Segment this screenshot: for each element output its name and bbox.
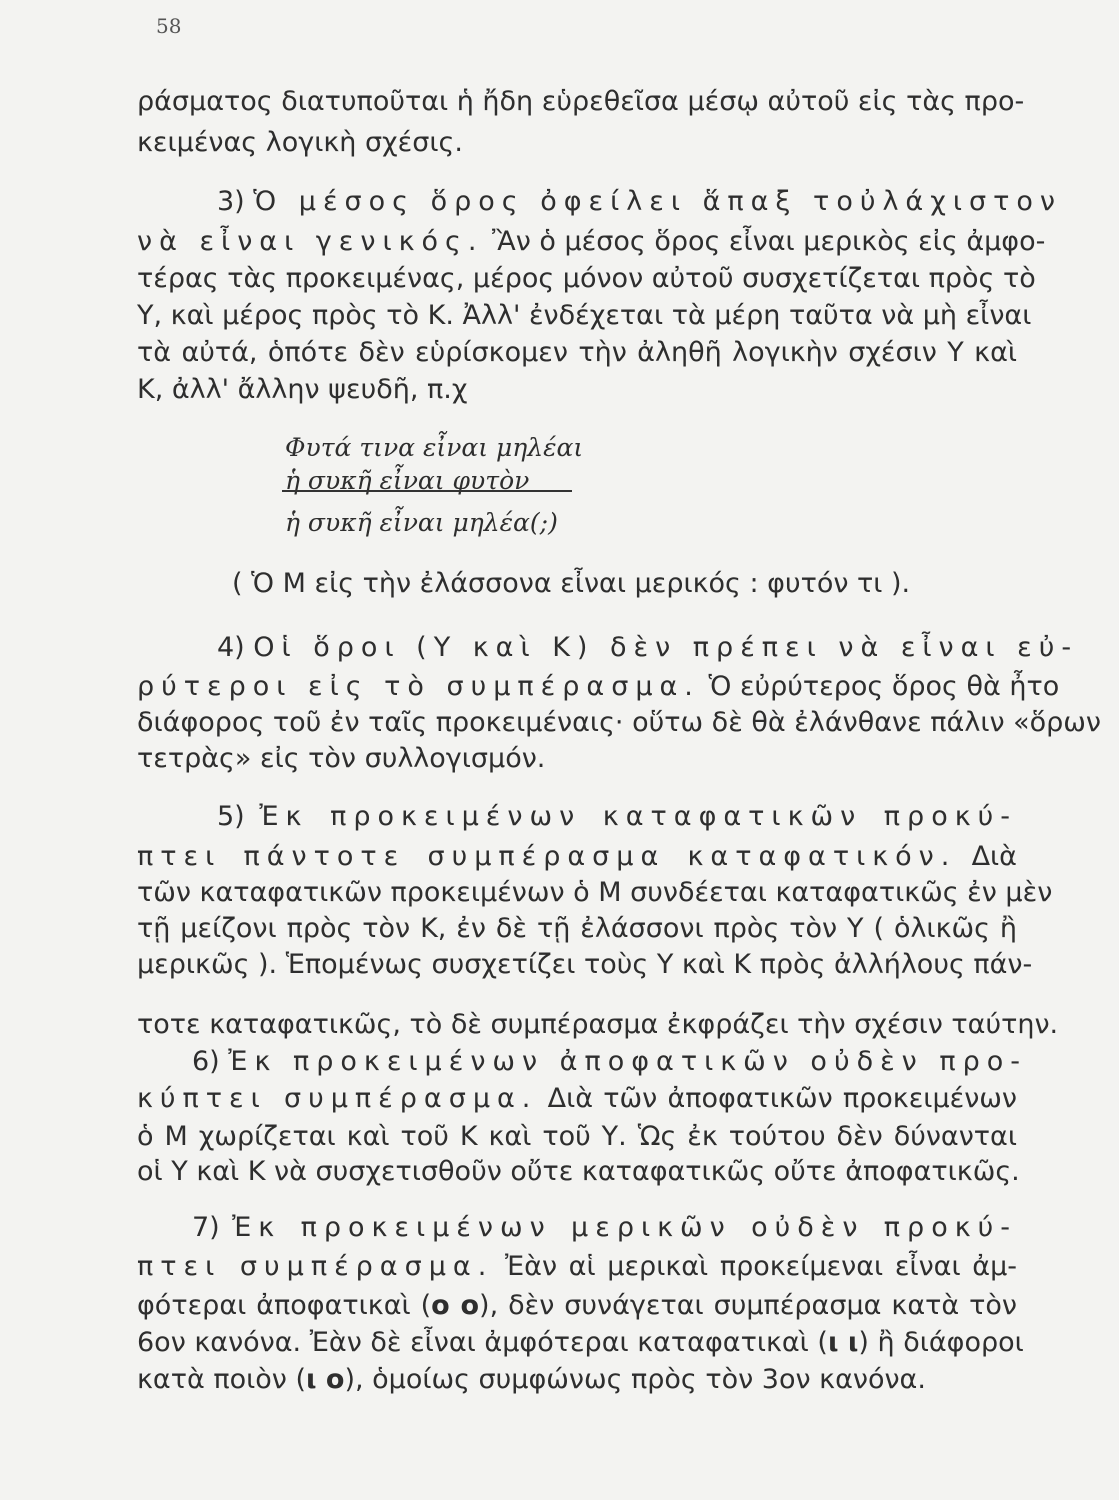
text-line: Κ, ἀλλ' ἄλλην ψευδῆ, π.χ (137, 374, 468, 405)
text-line (137, 1363, 1017, 1397)
text-line: μερικῶς ). Ἑπομένως συσχετίζει τοὺς Υ καὶ Κ πρὸς ἀλλήλους πάν- (137, 949, 1033, 980)
proposition-symbols: ο ο (431, 1290, 480, 1321)
proposition-symbols: ι ι (827, 1327, 859, 1358)
text-span: κατὰ ποιὸν ( (137, 1364, 306, 1395)
rule-statement: ρύτεροι εἰς τὸ συμπέρασμα. (137, 671, 700, 702)
text-line: τὰ αὐτά, ὁπότε δὲν εὑρίσκομεν τὴν ἀληθῆ λογικὴν σχέσιν Υ καὶ (137, 337, 1017, 368)
example-premise-minor: ἡ συκῆ εἶναι φυτὸν (285, 466, 530, 495)
text-span: ), ὁμοίως συμφώνως πρὸς τὸν 3ον κανόνα. (344, 1364, 926, 1395)
text-span: Ἐὰν αἱ μερικαὶ προκείμεναι εἶναι ἀμ- (493, 1251, 1017, 1282)
text-line: Υ, καὶ μέρος πρὸς τὸ Κ. Ἀλλ' ἐνδέχεται τὰ μέρη ταῦτα νὰ μὴ εἶναι (137, 300, 1032, 331)
text-span: Ὁ εὐρύτερος ὅρος θὰ ἦτο (699, 671, 1060, 702)
rule-statement: πτει πάντοτε συμπέρασμα καταφατικόν. (137, 841, 957, 872)
rule-5-heading (137, 800, 1017, 834)
rule-statement: Ἐκ προκειμένων ἀποφατικῶν οὐδὲν προ- (228, 1046, 1028, 1077)
text-span: ), δὲν συνάγεται συμπέρασμα κατὰ τὸν (479, 1290, 1017, 1321)
text-line (137, 1289, 1017, 1323)
text-span: 6ον κανόνα. Ἐὰν δὲ εἶναι ἀμφότεραι καταφατικαὶ ( (137, 1327, 828, 1358)
text-span: φότεραι ἀποφατικαὶ ( (137, 1290, 432, 1321)
rule-7-heading (137, 1211, 1017, 1245)
rule-number: 3) (217, 186, 254, 217)
text-line: τῇ μείζονι πρὸς τὸν Κ, ἐν δὲ τῇ ἐλάσσονι πρὸς τὸν Υ ( ὁλικῶς ἢ (137, 913, 1017, 944)
rule-statement: Ἐκ προκειμένων καταφατικῶν προκύ- (259, 801, 1017, 832)
text-line: τέρας τὰς προκειμένας, μέρος μόνον αὐτοῦ συσχετίζεται πρὸς τὸ (137, 263, 1036, 294)
rule-statement: νὰ εἶναι γενικός. (137, 226, 484, 257)
rule-statement: πτει συμπέρασμα. (137, 1251, 494, 1282)
text-line: τοτε καταφατικῶς, τὸ δὲ συμπέρασμα ἐκφράζει τὴν σχέσιν ταύτην. (137, 1009, 1059, 1040)
rule-statement: Ὁ μέσος ὅρος ὀφείλει ἅπαξ τοὐλάχιστον (253, 186, 1062, 217)
text-line (137, 840, 1017, 874)
page-number: 58 (156, 14, 182, 38)
text-line (137, 670, 1060, 704)
text-line (137, 1326, 1024, 1360)
proposition-symbols: ι ο (305, 1364, 345, 1395)
text-line (137, 1082, 1017, 1116)
rule-statement: Ἐκ προκειμένων μερικῶν οὐδὲν προκύ- (232, 1212, 1017, 1243)
text-span: ) ἢ διάφοροι (858, 1327, 1024, 1358)
text-line: ράσματος διατυποῦται ἡ ἤδη εὑρεθεῖσα μέσῳ αὐτοῦ εἰς τὰς προ- (137, 86, 1025, 117)
text-span: Διὰ τῶν ἀποφατικῶν προκειμένων (537, 1083, 1017, 1114)
example-conclusion: ἡ συκῆ εἶναι μηλέα(;) (285, 508, 558, 537)
text-span: Ἂν ὁ μέσος ὅρος εἶναι μερικὸς εἰς ἀμφο- (483, 226, 1046, 257)
rule-4-heading (137, 631, 1079, 665)
rule-number: 5) (217, 801, 260, 832)
rule-statement: κύπτει συμπέρασμα. (137, 1083, 538, 1114)
text-line (137, 225, 1046, 259)
rule-3-heading (137, 185, 1062, 219)
example-premise-major: Φυτά τινα εἶναι μηλέαι (285, 433, 584, 462)
rule-number: 4) (217, 632, 254, 663)
example-note: ( Ὁ Μ εἰς τὴν ἐλάσσονα εἶναι μερικός : φυτόν τι ). (232, 568, 911, 599)
text-line: τῶν καταφατικῶν προκειμένων ὁ Μ συνδέεται καταφατικῶς ἐν μὲν (137, 877, 1053, 908)
rule-statement: Οἱ ὅροι (Υ καὶ Κ) δὲν πρέπει νὰ εἶναι εὐ- (253, 632, 1079, 663)
text-line: ὁ Μ χωρίζεται καὶ τοῦ Κ καὶ τοῦ Υ. Ὡς ἐκ τούτου δὲν δύνανται (137, 1121, 1017, 1152)
rule-number: 7) (192, 1212, 233, 1243)
text-line: τετρὰς» εἰς τὸν συλλογισμόν. (137, 743, 546, 774)
rule-6-heading (137, 1045, 1028, 1079)
text-line: διάφορος τοῦ ἐν ταῖς προκειμέναις· οὕτω δὲ θὰ ἐλάνθανε πάλιν «ὅρων (137, 707, 1101, 738)
rule-number: 6) (192, 1046, 229, 1077)
syllogism-rule-line (282, 490, 572, 492)
text-line (137, 1250, 1017, 1284)
text-span: Διὰ (956, 841, 1017, 872)
text-line: κειμένας λογικὴ σχέσις. (137, 127, 463, 158)
text-line: οἱ Υ καὶ Κ νὰ συσχετισθοῦν οὔτε καταφατικῶς οὔτε ἀποφατικῶς. (137, 1156, 1020, 1187)
